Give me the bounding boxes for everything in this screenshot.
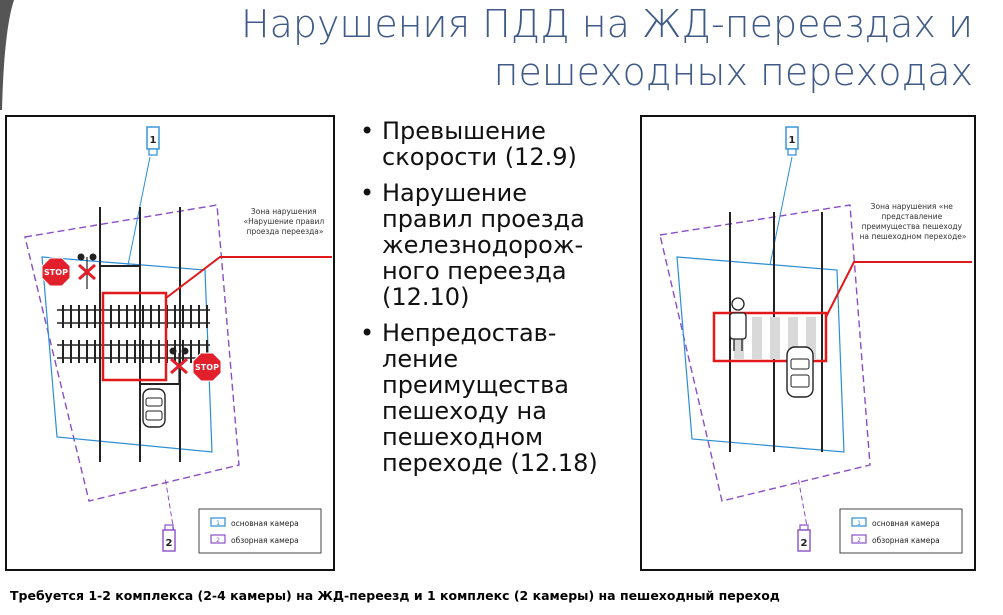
camera-2-icon (163, 525, 175, 551)
svg-text:2: 2 (165, 538, 173, 549)
title-line-2: пешеходных переходах (493, 50, 973, 94)
camera-1-icon (786, 127, 798, 155)
title-line-1: Нарушения ПДД на ЖД-переездах и (241, 2, 973, 46)
car-icon (787, 347, 813, 397)
legend-overview-camera-label: обзорная камера (231, 536, 299, 545)
stop-sign-right (193, 353, 221, 381)
svg-text:1: 1 (216, 520, 220, 527)
page-title (241, 0, 973, 96)
railway-signal-left (78, 254, 97, 290)
violation-zone-label: Зона нарушения «не представление преимущества пешеходу на пешеходном переходе» (859, 202, 967, 241)
legend (199, 509, 321, 553)
svg-text:1: 1 (788, 135, 796, 146)
bullet-railway-crossing: • Нарушение правил проезда железнодорож- ного переезда (12.10) (360, 180, 630, 310)
svg-text:1: 1 (857, 520, 861, 527)
svg-text:2: 2 (216, 537, 220, 544)
legend-main-camera-label: основная камера (872, 519, 940, 528)
camera-2-icon (798, 525, 810, 551)
legend-overview-camera-label: обзорная камера (872, 536, 940, 545)
violation-zone-callout (826, 262, 972, 317)
svg-text:2: 2 (800, 538, 808, 549)
svg-text:1: 1 (149, 135, 157, 146)
svg-text:STOP: STOP (44, 268, 68, 277)
camera-2-sightline (798, 477, 808, 532)
railway-crossing-scheme (7, 117, 333, 569)
pedestrian-crossing-scheme (642, 117, 974, 569)
corner-decoration (0, 0, 16, 110)
svg-text:STOP: STOP (195, 363, 219, 372)
legend-main-camera-label: основная камера (231, 519, 299, 528)
overview-camera-zone (660, 205, 870, 501)
violation-zone-label: Зона нарушения «Нарушение правил проезда переезда» (243, 207, 325, 236)
violation-list (360, 118, 630, 486)
bullet-speeding: • Превышение скорости (12.9) (360, 118, 630, 170)
camera-1-icon (147, 127, 159, 155)
camera-2-sightline (165, 477, 174, 532)
stop-sign-left (42, 258, 70, 286)
bullet-pedestrian-priority: • Непредостав- ление преимущества пешеходу на пешеходном переходе (12.18) (360, 320, 630, 476)
railway-crossing-diagram (5, 115, 335, 571)
pedestrian-crossing-diagram (640, 115, 976, 571)
car-icon (143, 389, 165, 427)
footer-requirement: Требуется 1-2 комплекса (2-4 камеры) на ЖД-переезд и 1 комплекс (2 камеры) на пешеходный переход (10, 588, 780, 603)
violation-zone-callout (166, 257, 332, 298)
svg-text:2: 2 (857, 537, 861, 544)
legend (840, 509, 962, 553)
